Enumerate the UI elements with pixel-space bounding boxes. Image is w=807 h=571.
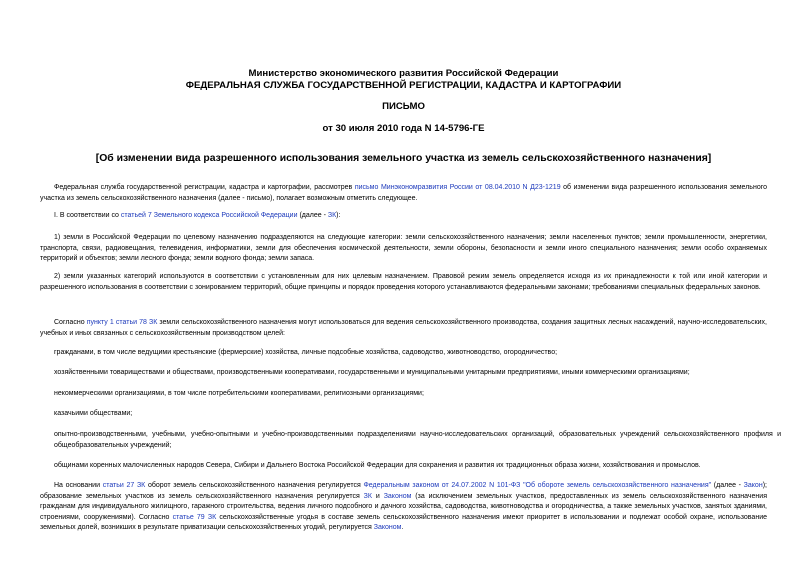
article-27-link[interactable]: статьи 27 ЗК: [102, 482, 146, 489]
list-item: опытно-производственными, учебными, учебно-опытными и учебно-производственными подразделениями научно-исследовательских организаций, образовательных учреждений сельскохозяйственного профиля и общеобразовательных учреждений;: [54, 431, 781, 449]
law-link[interactable]: Законом: [383, 492, 412, 500]
law-link[interactable]: Законом: [373, 524, 402, 531]
letter-link[interactable]: письмо Минэкономразвития России от 08.04.2010 N Д23-1219: [354, 184, 561, 191]
document-type: ПИСЬМО: [382, 101, 425, 112]
law-link[interactable]: Закон: [743, 482, 763, 489]
list-item: казачьими обществами;: [54, 410, 133, 417]
article-78-link[interactable]: пункту 1 статьи 78 ЗК: [86, 319, 158, 326]
paragraph-land-categories: 1) земли в Российской Федерации по целевому назначению подразделяются на следующие категории: земли сельскохозяйственного назначения; земли населенных пунктов; земли промышленности, энергетики, транспорта, связи, радиовещания, телевидения, информатики, земли для обеспечения космической деятельности, земли обороны, безопасности и земли иного специального назначения; земли особо охраняемых территорий и объектов; земли лесного фонда; земли водного фонда; земли запаса.: [40, 234, 767, 262]
ministry-name: Министерство экономического развития Российской Федерации: [248, 68, 559, 79]
paragraph-article-27: На основании статьи 27 ЗК оборот земель сельскохозяйственного назначения регулируется Федеральным законом от 24.07.2002 N 101-ФЗ "Об обороте земель сельскохозяйственного назначения" (далее - Закон); образование земельных участков из земель сельскохозяйственного назначения регулируется ЗК и Законом (за исключением земельных участков, предоставленных из земель сельскохозяйственного назначения гражданам для индивидуального жилищного, гаражного строительства, ведения личного подсобного и дачного хозяйства, садоводства, животноводства и огородничества, а также земельных участков, занятых зданиями, строениями, сооружениями). Согласно статье 79 ЗК сельскохозяйственные угодья в составе земель сельскохозяйственного назначения имеют приоритет в использовании и подлежат особой охране, использование земельных долей, возникших в результате приватизации сельскохозяйственных угодий, регулируется Законом.: [40, 482, 767, 531]
document-date-number: от 30 июля 2010 года N 14-5796-ГЕ: [322, 123, 485, 134]
federal-law-101-link[interactable]: Федеральным законом от 24.07.2002 N 101-ФЗ "Об обороте земель сельскохозяйственного назначения": [363, 482, 712, 489]
document-subject: [Об изменении вида разрешенного использования земельного участка из земель сельскохозяйственного назначения]: [95, 153, 712, 164]
land-code-article-7-link[interactable]: статьей 7 Земельного кодекса Российской Федерации: [120, 212, 298, 219]
list-item: общинами коренных малочисленных народов Севера, Сибири и Дальнего Востока Российской Федерации для сохранения и развития их традиционных образа жизни, хозяйствования и промыслов.: [54, 462, 701, 469]
paragraph-article-78: Согласно пункту 1 статьи 78 ЗК земли сельскохозяйственного назначения могут использоваться для ведения сельскохозяйственного производства, создания защитных лесных насаждений, научно-исследовательских, учебных и иных связанных с сельскохозяйственным производством целей:: [40, 319, 767, 337]
paragraph-land-use: 2) земли указанных категорий используются в соответствии с установленным для них целевым назначением. Правовой режим земель определяется исходя из их принадлежности к той или иной категории и разрешенного использования в соответствии с зонированием территорий, общие принципы и порядок проведения которого устанавливаются федеральными законами; требованиями специальных федеральных законов.: [40, 273, 767, 291]
list-item: некоммерческими организациями, в том числе потребительскими кооперативами, религиозными организациями;: [54, 390, 424, 397]
article-79-link[interactable]: статье 79 ЗК: [172, 513, 217, 521]
list-item: хозяйственными товариществами и обществами, производственными кооперативами, государственными и муниципальными унитарными предприятиями, иными коммерческими организациями;: [54, 369, 690, 376]
paragraph-section-1: I. В соответствии со статьей 7 Земельного кодекса Российской Федерации (далее - ЗК):: [54, 212, 341, 219]
zk-link[interactable]: ЗК: [363, 492, 372, 500]
zk-link[interactable]: ЗК: [327, 212, 337, 219]
paragraph-intro: Федеральная служба государственной регистрации, кадастра и картографии, рассмотрев письмо Минэкономразвития России от 08.04.2010 N Д23-1219 об изменении вида разрешенного использования земельного участка из земель сельскохозяйственного назначения (далее - письмо), полагает возможным отметить следующее.: [40, 184, 767, 202]
list-item: гражданами, в том числе ведущими крестьянские (фермерские) хозяйства, личные подсобные хозяйства, садоводство, животноводство, огородничество;: [54, 349, 558, 356]
service-name: ФЕДЕРАЛЬНАЯ СЛУЖБА ГОСУДАРСТВЕННОЙ РЕГИСТРАЦИИ, КАДАСТРА И КАРТОГРАФИИ: [185, 80, 622, 91]
